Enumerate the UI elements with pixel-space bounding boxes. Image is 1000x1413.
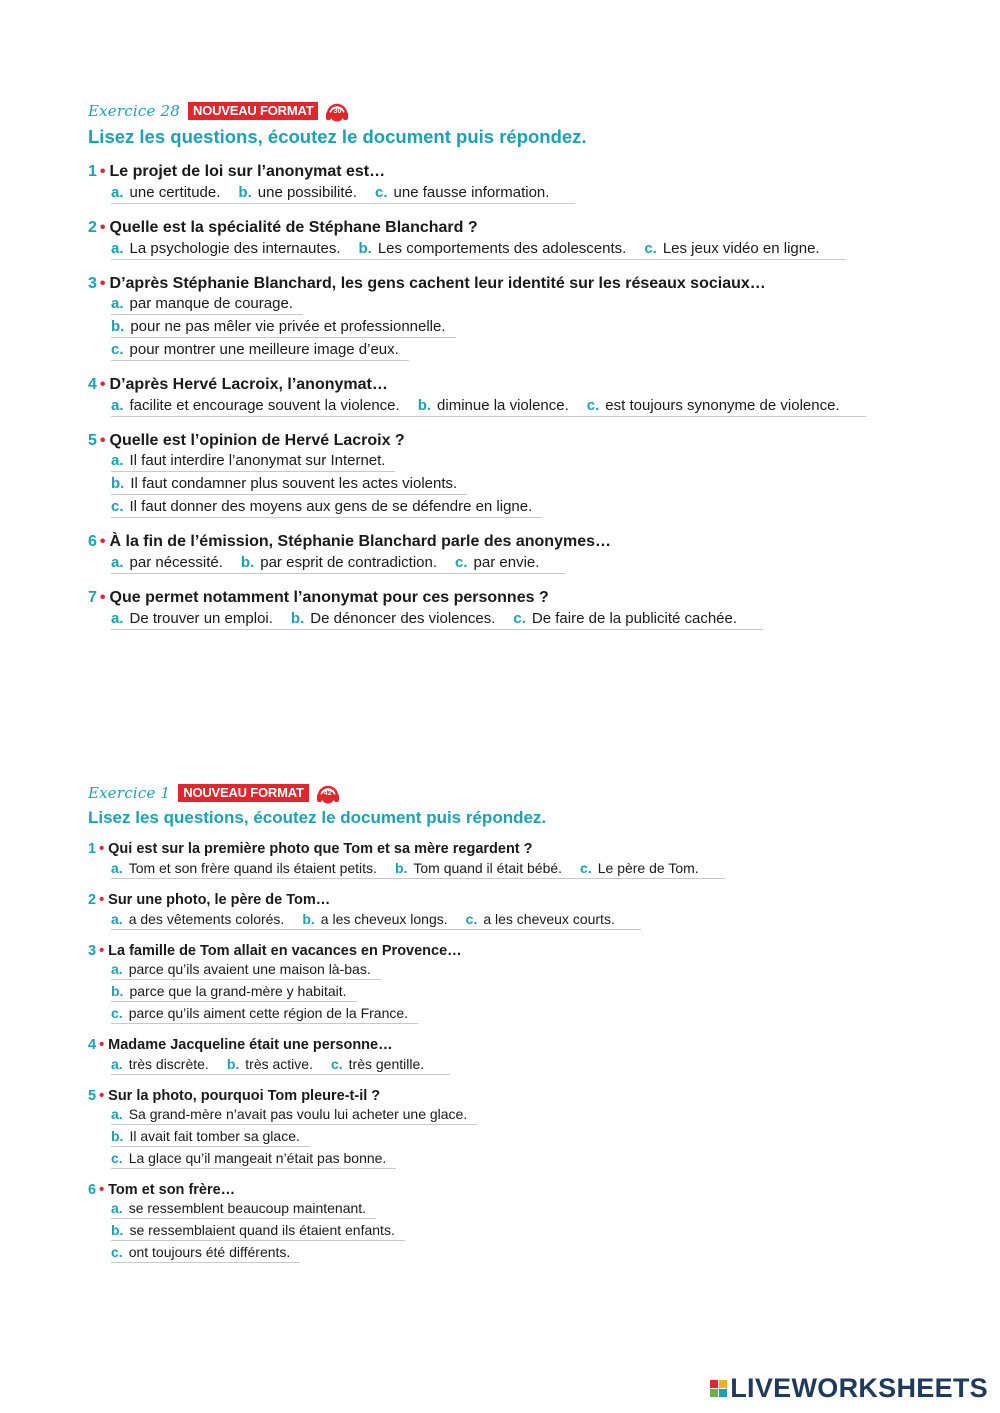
option-letter: a. [111, 397, 124, 414]
question-stem [88, 589, 866, 607]
exercise-28 [88, 100, 866, 630]
question-item [88, 1088, 725, 1169]
question-number: 1 [88, 841, 97, 857]
option-letter: c. [111, 1150, 123, 1166]
option-letter: b. [111, 1128, 124, 1144]
option-text: par esprit de contradiction. [260, 554, 438, 571]
answer-option[interactable] [111, 860, 377, 876]
question-text: Madame Jacqueline était une personne… [108, 1037, 393, 1053]
option-letter: b. [240, 554, 255, 571]
question-number: 6 [88, 1182, 97, 1198]
question-stem [88, 432, 866, 450]
option-text: très discrète. [128, 1056, 209, 1072]
option-letter: a. [111, 452, 124, 469]
answer-option[interactable] [111, 610, 273, 627]
answer-option[interactable] [375, 184, 549, 201]
option-text: une certitude. [129, 184, 221, 201]
option-text: est toujours synonyme de violence. [605, 397, 840, 414]
question-stem [88, 943, 725, 959]
option-letter: c. [586, 397, 600, 414]
option-letter: a. [111, 610, 124, 627]
brand-logo-icon [710, 1380, 727, 1397]
question-number: 4 [88, 1037, 97, 1053]
bullet-icon: • [99, 432, 106, 449]
answer-option[interactable] [111, 498, 542, 518]
exercise-header [88, 100, 866, 122]
question-item [88, 275, 866, 361]
answer-option[interactable] [111, 1056, 209, 1072]
option-text: Il avait fait tomber sa glace. [129, 1128, 300, 1144]
option-letter: c. [580, 860, 592, 876]
answer-option[interactable] [241, 554, 437, 571]
answer-options [111, 860, 725, 879]
option-letter: b. [394, 860, 408, 876]
answer-option[interactable] [111, 475, 467, 495]
bullet-icon: • [99, 1182, 105, 1198]
bullet-icon: • [99, 376, 106, 393]
answer-option[interactable] [238, 184, 357, 201]
answer-option[interactable] [580, 860, 699, 876]
question-item [88, 892, 725, 930]
answer-option[interactable] [359, 240, 627, 257]
question-stem [88, 163, 866, 181]
option-text: parce qu’ils aiment cette région de la France. [128, 1005, 409, 1021]
question-text: Tom et son frère… [108, 1182, 236, 1198]
option-text: Il faut condamner plus souvent les actes violents. [130, 475, 458, 492]
brand-name: LIVEWORKSHEETS [730, 1373, 988, 1403]
option-text: De faire de la publicité cachée. [531, 610, 738, 627]
question-number: 1 [88, 163, 97, 180]
answer-option[interactable] [111, 1150, 396, 1169]
question-number: 6 [88, 533, 97, 550]
option-text: Le père de Tom. [597, 860, 699, 876]
option-letter: c. [111, 1005, 123, 1021]
option-text: Tom quand il était bébé. [413, 860, 563, 876]
option-text: a les cheveux courts. [483, 911, 615, 927]
question-text: Sur une photo, le père de Tom… [108, 892, 331, 908]
question-item [88, 1037, 725, 1075]
answer-option[interactable] [111, 983, 357, 1002]
question-stem [88, 533, 866, 551]
headphones-icon[interactable] [315, 782, 341, 804]
question-number: 4 [88, 376, 97, 393]
question-stem [88, 1088, 725, 1104]
question-number: 5 [88, 432, 97, 449]
question-number: 2 [88, 892, 97, 908]
bullet-icon: • [99, 943, 105, 959]
answer-option[interactable] [111, 1128, 310, 1147]
option-letter: b. [111, 318, 125, 335]
option-text: pour ne pas mêler vie privée et professionnelle. [130, 318, 446, 335]
answer-option[interactable] [111, 318, 456, 338]
answer-options [111, 1200, 725, 1263]
option-letter: a. [111, 1056, 123, 1072]
instruction: Lisez les questions, écoutez le document puis répondez. [88, 126, 587, 147]
question-item [88, 841, 725, 879]
option-text: Il faut interdire l’anonymat sur Internet. [129, 452, 386, 469]
option-text: a des vêtements colorés. [128, 911, 285, 927]
option-text: De trouver un emploi. [129, 610, 273, 627]
bullet-icon: • [99, 841, 105, 857]
option-letter: c. [111, 498, 124, 515]
option-text: parce que la grand-mère y habitait. [129, 983, 347, 999]
question-stem [88, 275, 866, 293]
answer-option[interactable] [111, 554, 223, 571]
option-letter: a. [111, 860, 123, 876]
question-text: Sur la photo, pourquoi Tom pleure-t-il ? [108, 1088, 381, 1104]
option-text: La glace qu’il mangeait n’était pas bonne. [128, 1150, 387, 1166]
option-letter: b. [238, 184, 252, 201]
option-letter: b. [358, 240, 372, 257]
bullet-icon: • [99, 892, 105, 908]
bullet-icon: • [99, 219, 106, 236]
option-letter: c. [455, 554, 468, 571]
answer-option[interactable] [466, 911, 615, 927]
option-letter: c. [111, 341, 124, 358]
question-stem [88, 376, 866, 394]
option-letter: a. [111, 911, 123, 927]
question-text: Quelle est la spécialité de Stéphane Blanchard ? [109, 219, 478, 236]
option-text: ont toujours été différents. [128, 1244, 291, 1260]
bullet-icon: • [99, 275, 106, 292]
answer-option[interactable] [111, 452, 395, 472]
question-list [88, 841, 725, 1263]
option-text: très active. [245, 1056, 313, 1072]
question-number: 3 [88, 943, 97, 959]
track-number: 30 [333, 108, 342, 115]
answer-options [111, 184, 575, 204]
option-text: Sa grand-mère n’avait pas voulu lui acheter une glace. [128, 1106, 468, 1122]
option-letter: b. [226, 1056, 240, 1072]
answer-options [111, 240, 846, 260]
question-item [88, 533, 866, 574]
option-letter: b. [302, 911, 315, 927]
option-text: parce qu’ils avaient une maison là-bas. [128, 961, 371, 977]
liveworksheets-logo [710, 1373, 988, 1404]
answer-option[interactable] [111, 397, 400, 414]
answer-option[interactable] [291, 610, 495, 627]
answer-option[interactable] [111, 295, 303, 315]
question-text: D’après Hervé Lacroix, l’anonymat… [109, 376, 388, 393]
option-letter: c. [375, 184, 388, 201]
question-stem [88, 1037, 725, 1053]
answer-option[interactable] [111, 1222, 405, 1241]
bullet-icon: • [99, 163, 106, 180]
question-number: 5 [88, 1088, 97, 1104]
question-stem [88, 1182, 725, 1198]
option-text: a les cheveux longs. [320, 911, 448, 927]
answer-options [111, 452, 866, 518]
answer-options [111, 1106, 725, 1169]
answer-option[interactable] [227, 1056, 313, 1072]
answer-option[interactable] [644, 240, 819, 257]
question-stem [88, 219, 866, 237]
bullet-icon: • [99, 1088, 105, 1104]
answer-option[interactable] [455, 554, 539, 571]
answer-option[interactable] [111, 911, 284, 927]
question-number: 3 [88, 275, 97, 292]
bullet-icon: • [99, 1037, 105, 1053]
option-text: par nécessité. [129, 554, 223, 571]
format-badge: NOUVEAU FORMAT [178, 784, 308, 802]
option-text: une fausse information. [393, 184, 550, 201]
option-letter: a. [111, 1106, 123, 1122]
option-text: Les jeux vidéo en ligne. [662, 240, 820, 257]
option-letter: b. [111, 983, 124, 999]
question-item [88, 219, 866, 260]
question-item [88, 432, 866, 518]
question-text: D’après Stéphanie Blanchard, les gens cachent leur identité sur les réseaux sociaux… [109, 275, 766, 292]
answer-option[interactable] [111, 1200, 376, 1219]
answer-options [111, 1056, 450, 1075]
answer-option[interactable] [302, 911, 447, 927]
format-badge: NOUVEAU FORMAT [188, 102, 318, 120]
option-letter: c. [644, 240, 657, 257]
exercise-1 [88, 782, 725, 1266]
answer-options [111, 397, 866, 417]
option-text: La psychologie des internautes. [129, 240, 341, 257]
answer-options [111, 911, 641, 930]
option-text: une possibilité. [257, 184, 357, 201]
option-text: pour montrer une meilleure image d’eux. [129, 341, 399, 358]
option-letter: b. [417, 397, 432, 414]
option-text: très gentille. [348, 1056, 425, 1072]
answer-option[interactable] [395, 860, 562, 876]
option-letter: a. [111, 184, 124, 201]
option-text: Les comportements des adolescents. [377, 240, 627, 257]
question-text: À la fin de l’émission, Stéphanie Blanchard parle des anonymes… [109, 533, 611, 550]
answer-options [111, 295, 866, 361]
answer-option[interactable] [587, 397, 840, 414]
question-item [88, 589, 866, 630]
answer-option[interactable] [513, 610, 737, 627]
question-item [88, 163, 866, 204]
question-text: Qui est sur la première photo que Tom et sa mère regardent ? [108, 841, 533, 857]
answer-option[interactable] [111, 1005, 418, 1024]
option-letter: a. [111, 1200, 123, 1216]
answer-option[interactable] [331, 1056, 424, 1072]
question-list [88, 163, 866, 630]
option-letter: c. [465, 911, 478, 927]
option-letter: a. [111, 961, 123, 977]
instruction: Lisez les questions, écoutez le document puis répondez. [88, 808, 547, 827]
option-text: Tom et son frère quand ils étaient petits. [128, 860, 377, 876]
track-number: 42 [323, 790, 332, 797]
question-item [88, 376, 866, 417]
question-text: Que permet notamment l’anonymat pour ces personnes ? [109, 589, 549, 606]
option-letter: c. [111, 1244, 123, 1260]
question-text: Le projet de loi sur l’anonymat est… [109, 163, 386, 180]
bullet-icon: • [99, 589, 106, 606]
answer-option[interactable] [111, 1106, 477, 1125]
exercise-header [88, 782, 725, 804]
option-letter: b. [290, 610, 305, 627]
option-letter: a. [111, 240, 124, 257]
answer-option[interactable] [111, 1244, 300, 1263]
headphones-icon[interactable] [324, 100, 350, 122]
question-stem [88, 841, 725, 857]
option-text: par manque de courage. [129, 295, 293, 312]
option-letter: b. [111, 1222, 124, 1238]
option-text: facilite et encourage souvent la violence. [129, 397, 400, 414]
option-text: diminue la violence. [437, 397, 569, 414]
answer-option[interactable] [111, 184, 220, 201]
answer-options [111, 554, 565, 574]
question-item [88, 943, 725, 1024]
exercise-label: Exercice 1 [88, 784, 171, 802]
question-number: 7 [88, 589, 97, 606]
answer-option[interactable] [418, 397, 569, 414]
bullet-icon: • [99, 533, 106, 550]
option-text: De dénoncer des violences. [310, 610, 496, 627]
option-text: par envie. [473, 554, 540, 571]
answer-options [111, 610, 763, 630]
question-text: Quelle est l’opinion de Hervé Lacroix ? [109, 432, 405, 449]
answer-options [111, 961, 725, 1024]
question-item [88, 1182, 725, 1263]
option-text: se ressemblent beaucoup maintenant. [128, 1200, 367, 1216]
option-text: Il faut donner des moyens aux gens de se défendre en ligne. [129, 498, 533, 515]
question-number: 2 [88, 219, 97, 236]
question-text: La famille de Tom allait en vacances en Provence… [108, 943, 462, 959]
option-letter: a. [111, 554, 124, 571]
option-letter: a. [111, 295, 124, 312]
option-letter: c. [330, 1056, 343, 1072]
answer-option[interactable] [111, 961, 381, 980]
exercise-label: Exercice 28 [88, 102, 180, 120]
answer-option[interactable] [111, 240, 341, 257]
answer-option[interactable] [111, 341, 409, 361]
option-letter: c. [513, 610, 526, 627]
option-text: se ressemblaient quand ils étaient enfants. [129, 1222, 395, 1238]
option-letter: b. [111, 475, 125, 492]
question-stem [88, 892, 725, 908]
